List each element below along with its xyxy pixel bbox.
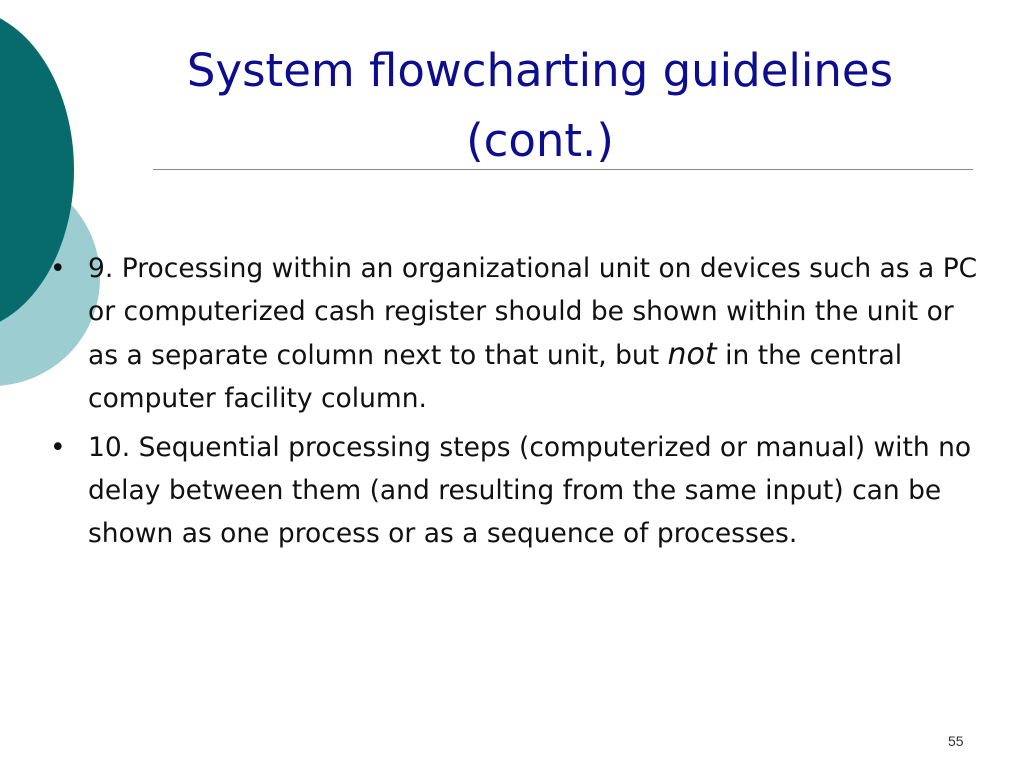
title-divider — [153, 169, 973, 170]
bullet-icon: • — [50, 253, 66, 284]
bullet-text: 9. Processing within an organizational unit on devices such as a PC or computerized cash register should be shown within the unit or as a separate column next to that unit, but — [88, 253, 978, 371]
bullet-text-continued: in the central computer facility column. — [88, 340, 903, 414]
bullet-icon: • — [50, 432, 66, 463]
page-number: 55 — [948, 733, 964, 749]
bullet-emphasis: not — [667, 337, 717, 372]
title-line-2: (cont.) — [466, 114, 614, 167]
slide-title — [110, 36, 970, 176]
bullet-text: 10. Sequential processing steps (computerized or manual) with no delay between them (and resulting from the same input) can be shown as one process or as a sequence of processes. — [88, 432, 972, 549]
bullet-item — [48, 426, 983, 555]
title-line-1: System flowcharting guidelines — [186, 44, 894, 97]
bullet-list — [48, 247, 983, 561]
bullet-item — [48, 247, 983, 420]
